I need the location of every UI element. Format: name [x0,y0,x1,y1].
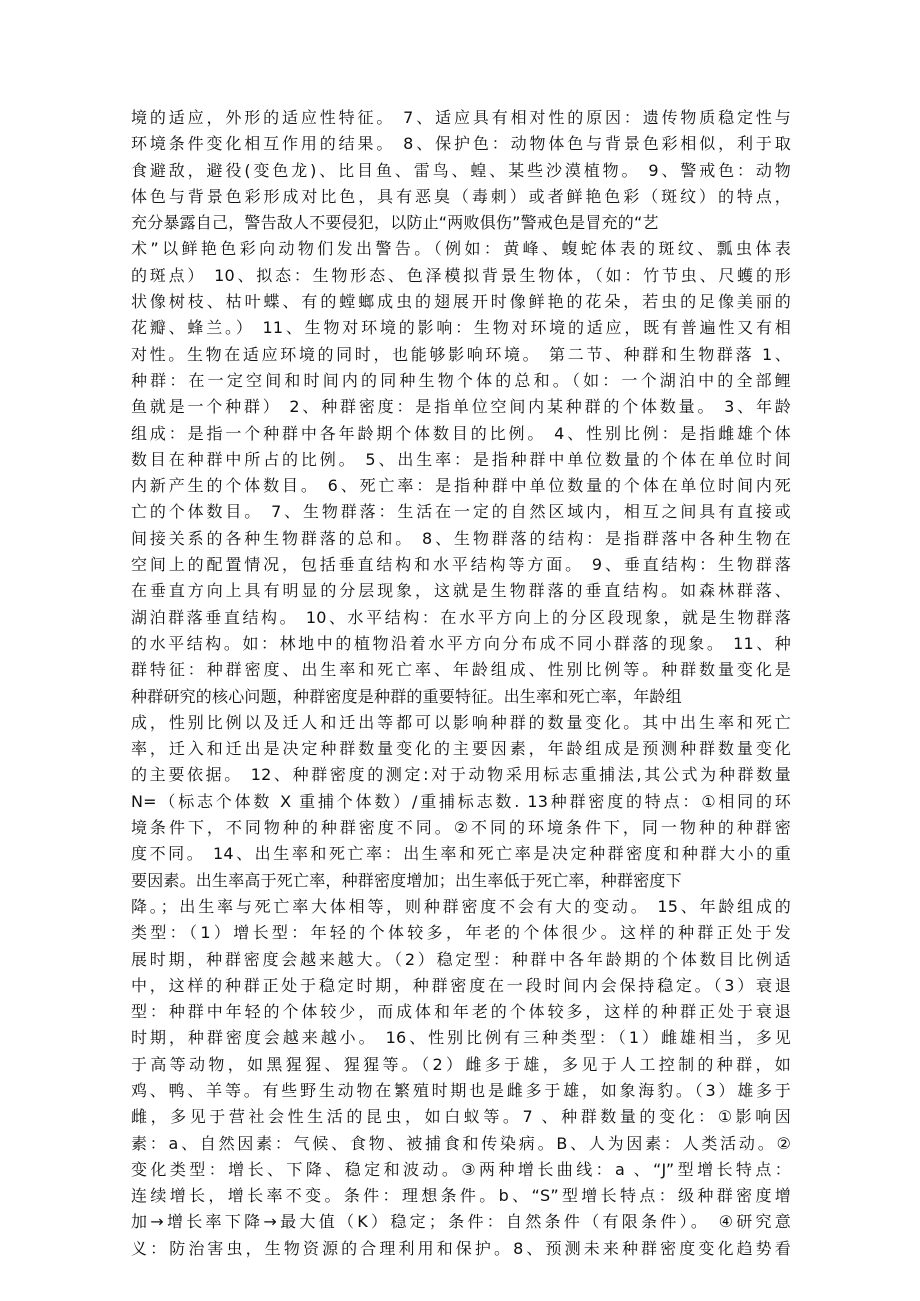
text-line: 对性。生物在适应环境的同时，也能够影响环境。 第二节、种群和生物群落 1、 [131,344,791,364]
text-line: 环境条件变化相互作用的结果。 8、保护色：动物体色与背景色彩相似，利于取 [131,134,791,154]
text-line: 率，迁入和迁出是决定种群数量变化的主要因素，年龄组成是预测种群数量变化 [131,739,791,759]
text-line: 充分暴露自己，警告敌人不要侵犯，以防止“两败俱伤”警戒色是冒充的“艺 [131,213,659,233]
text-line: 的主要依据。 12、种群密度的测定:对于动物采用标志重捕法,其公式为种群数量 [131,765,791,785]
text-line: 型：种群中年轻的个体较少，而成体和年老的个体较多，这样的种群正处于衰退 [131,1002,791,1022]
text-line: 变化类型：增长、下降、稳定和波动。③两种增长曲线：a 、“J”型增长特点： [131,1159,791,1179]
text-line: 素：a、自然因素：气候、食物、被捕食和传染病。B、人为因素：人类活动。② [131,1133,791,1153]
text-line: 中，这样的种群正处于稳定时期，种群密度在一段时间内会保持稳定。（3）衰退 [131,975,791,995]
text-line: 成，性别比例以及迁人和迁出等都可以影响种群的数量变化。其中出生率和死亡 [131,712,791,732]
text-line: 时期，种群密度会越来越小。 16、性别比例有三种类型：（1）雌雄相当，多见 [131,1028,791,1048]
text-line: 亡的个体数目。 7、生物群落：生活在一定的自然区域内，相互之间具有直接或 [131,502,791,522]
text-line: 连续增长，增长率不变。条件：理想条件。b、“S”型增长特点：级种群密度增 [131,1186,791,1206]
text-line: 展时期，种群密度会越来越大。（2）稳定型：种群中各年龄期的个体数目比例适 [131,949,791,969]
text-line: 的斑点） 10、拟态：生物形态、色泽模拟背景生物体，（如：竹节虫、尺蠖的形 [131,265,791,285]
text-line: 要因素。出生率高于死亡率，种群密度增加；出生率低于死亡率，种群密度下 [131,870,682,890]
text-line: 组成：是指一个种群中各年龄期个体数目的比例。 4、性别比例：是指雌雄个体 [131,423,791,443]
text-line: 湖泊群落垂直结构。 10、水平结构：在水平方向上的分区段现象，就是生物群落 [131,607,791,627]
text-line: 状像树枝、枯叶蝶、有的螳螂成虫的翅展开时像鲜艳的花朵，若虫的足像美丽的 [131,292,791,312]
text-line: 术”以鲜艳色彩向动物们发出警告。（例如：黄峰、蝮蛇体表的斑纹、瓢虫体表 [131,239,791,259]
text-line: 雌，多见于营社会性生活的昆虫，如白蚁等。7 、种群数量的变化：①影响因 [131,1107,791,1127]
text-line: 鱼就是一个种群） 2、种群密度：是指单位空间内某种群的个体数量。 3、年龄 [131,397,791,417]
text-line: 食避敌，避役(变色龙)、比目鱼、雷鸟、蝗、某些沙漠植物。 9、警戒色：动物 [131,160,791,180]
text-line: 体色与背景色彩形成对比色，具有恶臭（毒刺）或者鲜艳色彩（斑纹）的特点， [131,186,791,206]
text-line: 度不同。 14、出生率和死亡率：出生率和死亡率是决定种群密度和种群大小的重 [131,844,791,864]
text-line: 种群：在一定空间和时间内的同种生物个体的总和。（如：一个湖泊中的全部鲤 [131,370,791,390]
text-line: 种群研究的核心问题，种群密度是种群的重要特征。出生率和死亡率，年龄组 [131,686,682,706]
document-page [131,105,791,1262]
text-line: 于高等动物，如黑猩猩、猩猩等。（2）雌多于雄，多见于人工控制的种群，如 [131,1054,791,1074]
text-line: 降。；出生率与死亡率大体相等，则种群密度不会有大的变动。 15、年龄组成的 [131,896,791,916]
text-line: 的水平结构。如：林地中的植物沿着水平方向分布成不同小群落的现象。 11、种 [131,633,791,653]
text-line: 境条件下，不同物种的种群密度不同。②不同的环境条件下，同一物种的种群密 [131,818,791,838]
text-line: 空间上的配置情况，包括垂直结构和水平结构等方面。 9、垂直结构：生物群落 [131,555,791,575]
text-line: 群特征：种群密度、出生率和死亡率、年龄组成、性别比例等。种群数量变化是 [131,660,791,680]
text-line: 类型：（1）增长型：年轻的个体较多，年老的个体很少。这样的种群正处于发 [131,923,791,943]
text-line: N=（标志个体数 X 重捕个体数）/重捕标志数. 13种群密度的特点：①相同的环 [131,791,791,811]
text-line: 加→增长率下降→最大值（K）稳定；条件：自然条件（有限条件）。 ④研究意 [131,1212,791,1232]
text-line: 花瓣、蜂兰。） 11、生物对环境的影响：生物对环境的适应，既有普遍性又有相 [131,318,791,338]
text-line: 义：防治害虫，生物资源的合理利用和保护。8、预测未来种群密度变化趋势看 [131,1238,791,1258]
text-line: 在垂直方向上具有明显的分层现象，这就是生物群落的垂直结构。如森林群落、 [131,581,791,601]
text-line: 数目在种群中所占的比例。 5、出生率：是指种群中单位数量的个体在单位时间 [131,449,791,469]
text-line: 内新产生的个体数目。 6、死亡率：是指种群中单位数量的个体在单位时间内死 [131,476,791,496]
text-line: 鸡、鸭、羊等。有些野生动物在繁殖时期也是雌多于雄，如象海豹。（3）雄多于 [131,1080,791,1100]
text-line: 境的适应，外形的适应性特征。 7、适应具有相对性的原因：遗传物质稳定性与 [131,108,791,127]
text-line: 间接关系的各种生物群落的总和。 8、生物群落的结构：是指群落中各种生物在 [131,528,791,548]
